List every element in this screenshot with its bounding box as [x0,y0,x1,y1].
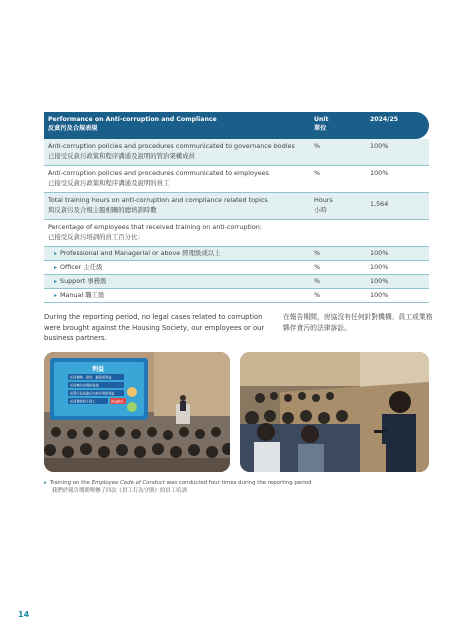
arrow-icon: ▸ [54,292,58,299]
training-photo-audience [240,352,429,472]
photo-caption: ▸ Training on the Employee Code of Conduct was conducted four times during the reporting period 我們於報告期間舉辦了四次《員工行為守則》的員工培訓 [44,479,429,496]
paragraph-en: During the reporting period, no legal cases related to corruption were brought against the Housing Society, our employees or our business partners. [44,313,265,343]
caption-zh: 我們於報告期間舉辦了四次《員工行為守則》的員工培訓 [52,488,187,495]
arrow-icon: ▸ [54,264,58,271]
arrow-icon: ▸ [54,278,58,285]
table-row: Anti-corruption policies and procedures communicated to governance bodies 已接受反貪污政策和程序溝通及說明的管治架構成員 % 100% [44,139,429,166]
slide-tag: 利益衝突 [111,399,124,404]
header-unit-zh: 單位 [314,125,327,132]
table-subrow: ▸ Support 事務級 % 100% [44,275,429,289]
slide-title: 利益 [92,366,105,373]
header-title-en: Performance on Anti-corruption and Compliance [48,116,217,123]
table-header [44,112,429,139]
slide-item: 犯罪行為或違反內部守則的利益 [70,391,115,396]
training-hall-illustration [44,352,230,472]
anti-corruption-table [44,112,429,303]
slide-item: 任何禮物給予員工 [70,399,96,404]
arrow-icon: ▸ [54,250,58,257]
header-unit-en: Unit [314,116,329,123]
table-row: Anti-corruption policies and procedures communicated to employees 已接受反貪污政策和程序溝通及說明的員工 % 100% [44,166,429,193]
page-number: 14 [18,610,30,619]
slide-item: 任何禮物、款待、擔保或利益 [70,375,112,380]
table-row: Percentage of employees that received training on anti-corruption: 已接受反貪污培訓的員工百分比： [44,220,429,247]
table-row: Total training hours on anti-corruption and compliance related topics 與反貪污及合規主題相關的總培訓時數 Hours 小時 1,564 [44,193,429,220]
paragraph-zh: 在報告期間，房協沒有任何針對機構、員工或業務夥伴貪污的法律訴訟。 [283,313,433,332]
table-subrow: ▸ Manual 職工級 % 100% [44,289,429,303]
table-subrow: ▸ Professional and Managerial or above 經理級或以上 % 100% [44,247,429,261]
slide-item: 任何無法兌現的承諾 [70,383,99,388]
arrow-icon: ▸ [44,480,47,486]
header-title-zh: 反貪污及合規表現 [48,125,98,132]
training-audience-illustration [240,352,429,472]
table-subrow: ▸ Officer 主任級 % 100% [44,261,429,275]
training-photo-presentation [44,352,230,472]
header-year: 2024/25 [370,116,399,123]
